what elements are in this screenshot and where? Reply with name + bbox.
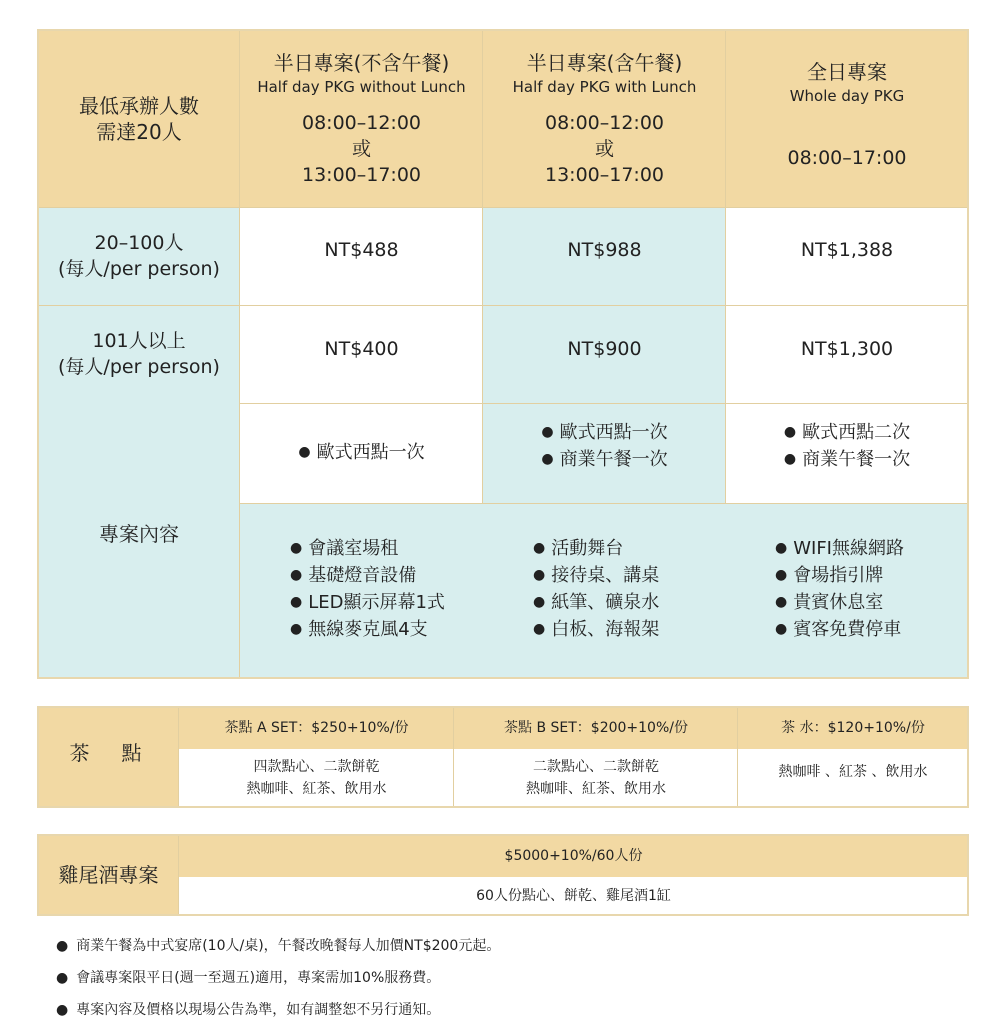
- notes: [56, 930, 500, 1026]
- list-item: ● 紙筆、礦泉水: [533, 590, 659, 617]
- list-item: ● 活動舞台: [533, 536, 659, 563]
- tea-table-border: [37, 706, 969, 808]
- plan-name-en: Whole day PKG: [789, 86, 905, 105]
- plan-name-en: Half day PKG without Lunch: [257, 77, 466, 96]
- plan-name-zh: 半日專案(不含午餐): [273, 50, 450, 75]
- min-attendees-line1: 最低承辦人數: [79, 93, 199, 118]
- list-item: ● 會場指引牌: [775, 563, 904, 590]
- list-item: ● 商業午餐一次: [541, 447, 667, 474]
- min-attendees-line2: 需達20人: [96, 119, 182, 144]
- plan-name-zh: 半日專案(含午餐): [526, 50, 683, 75]
- tea-desc-line: 熱咖啡、紅茶、飲用水: [526, 781, 666, 797]
- tea-desc-line: 二款點心、二款餅乾: [533, 759, 659, 775]
- list-item: ● 基礎燈音設備: [290, 563, 445, 590]
- list-item: ● 歐式西點一次: [298, 440, 424, 467]
- list-item: ● 歐式西點一次: [541, 420, 667, 447]
- note-item: ● 商業午餐為中式宴席(10人/桌)，午餐改晚餐每人加價NT$200元起。: [56, 930, 500, 962]
- plan-time: 08:00–17:00: [787, 146, 907, 169]
- list-item: ● 白板、海報架: [533, 617, 659, 644]
- list-item: ● 貴賓休息室: [775, 590, 904, 617]
- note-item: ● 專案內容及價格以現場公告為準，如有調整恕不另行通知。: [56, 994, 500, 1026]
- list-item: ● 商業午餐一次: [784, 447, 910, 474]
- row-label-line2: (每人/per person): [58, 356, 220, 378]
- content-label-text: 專案內容: [99, 521, 179, 546]
- list-item: ● 歐式西點二次: [784, 420, 910, 447]
- cocktail-desc-text: 60人份點心、餅乾、雞尾酒1缸: [476, 888, 671, 904]
- plan-name-en: Half day PKG with Lunch: [512, 77, 697, 96]
- plan-time-or: 或: [594, 137, 614, 160]
- tea-set-title-text: 茶點 B SET：$200+10%/份: [504, 720, 688, 736]
- list-item: ● WIFI無線網路: [775, 536, 904, 563]
- plan-time: 08:00–12:00: [301, 111, 421, 134]
- price-value: NT$488: [324, 239, 399, 261]
- cocktail-price-text: $5000+10%/60人份: [504, 848, 643, 864]
- plan-name-zh: 全日專案: [807, 59, 887, 84]
- row-label-line1: 101人以上: [92, 330, 186, 352]
- price-value: NT$988: [567, 239, 642, 261]
- list-item: ● 賓客免費停車: [775, 617, 904, 644]
- plan-time: 13:00–17:00: [301, 163, 421, 186]
- row-label-line2: (每人/per person): [58, 258, 220, 280]
- tea-desc-line: 熱咖啡、紅茶、飲用水: [246, 781, 387, 797]
- plan-time-or: 或: [351, 137, 371, 160]
- price-value: NT$1,300: [800, 338, 894, 360]
- list-item: ● 接待桌、講桌: [533, 563, 659, 590]
- cocktail-table-border: [37, 834, 969, 916]
- tea-set-title-text: 茶 水：$120+10%/份: [781, 720, 925, 736]
- tea-desc-line: 四款點心、二款餅乾: [253, 759, 380, 775]
- price-value: NT$400: [324, 338, 399, 360]
- list-item: ● 會議室場租: [290, 536, 445, 563]
- list-item: ● LED顯示屏幕1式: [290, 590, 445, 617]
- row-label-line1: 20–100人: [94, 232, 184, 254]
- price-value: NT$1,388: [800, 239, 894, 261]
- tea-desc-line: 熱咖啡 、紅茶 、飲用水: [778, 764, 928, 780]
- plan-time: 13:00–17:00: [544, 163, 664, 186]
- cocktail-label-text: 雞尾酒專案: [58, 863, 159, 887]
- tea-label-text: 茶 點: [69, 741, 148, 765]
- main-table-border: [37, 29, 969, 679]
- price-value: NT$900: [567, 338, 642, 360]
- list-item: ● 無線麥克風4支: [290, 617, 445, 644]
- note-item: ● 會議專案限平日(週一至週五)適用，專案需加10%服務費。: [56, 962, 500, 994]
- plan-time: 08:00–12:00: [544, 111, 664, 134]
- tea-set-title-text: 茶點 A SET：$250+10%/份: [224, 720, 409, 736]
